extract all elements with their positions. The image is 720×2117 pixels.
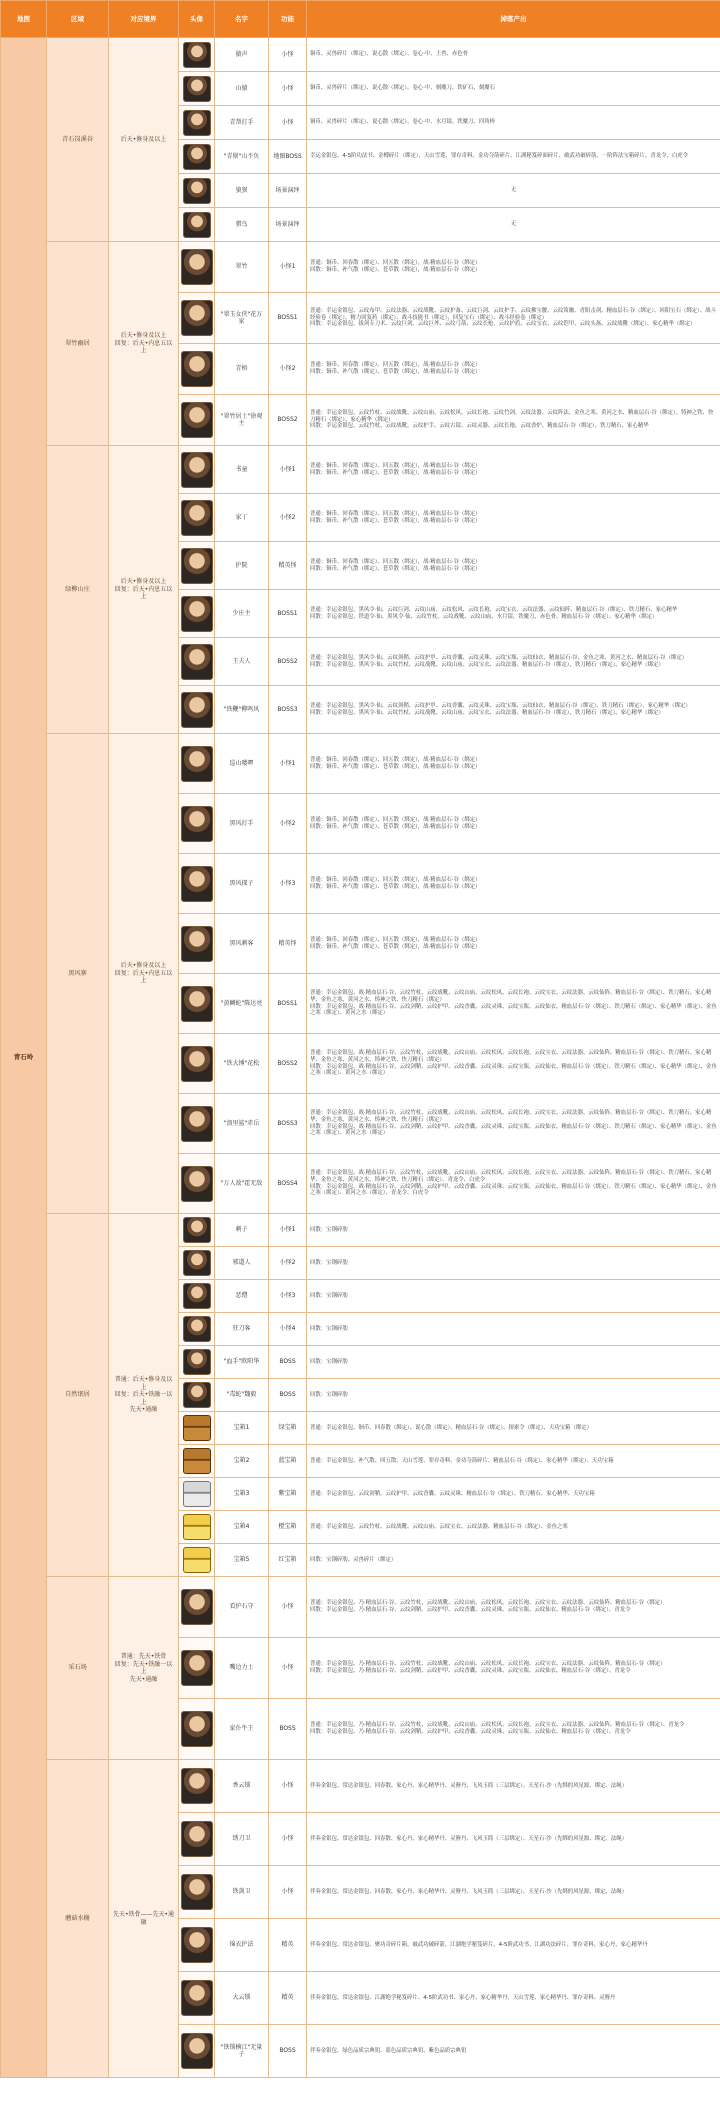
- character-portrait-icon: [181, 1650, 213, 1686]
- avatar-cell: [179, 914, 215, 974]
- monster-role: 小怪1: [269, 242, 307, 293]
- drop-list: 回散：宝钢碎肋: [307, 1214, 720, 1247]
- avatar-cell: [179, 1154, 215, 1214]
- character-portrait-icon: [183, 42, 211, 68]
- monster-name: 猿声: [215, 38, 269, 72]
- drop-list: 普通：幸运金银包、乃·精血层石·谷、云纹竹杖、云纹战靴、云纹山庙、云纹松风、云纹长袍、云纹宝衣、云纹法器、云纹仙阵、精血层石·谷（绑定） 回散：幸运金银包、乃·精血层石·谷、云纹剑鞘、云纹护甲、云纹香囊、云纹灵珠、云纹宝瓶、云纹仙衣、精血层石·谷（绑定）、青龙令: [307, 1577, 720, 1638]
- monster-role: 紫宝箱: [269, 1478, 307, 1511]
- monster-name: 翠竹: [215, 242, 269, 293]
- drop-list: 普通：铜币、回春散（绑定）、回五散（绑定），战·精血层石·谷（绑定） 回散：铜币、补气散（绑定）、苍草散（绑定），战·精血层石·谷（绑定）: [307, 854, 720, 914]
- monster-role: 小怪: [269, 1638, 307, 1699]
- character-portrait-icon: [181, 351, 213, 387]
- avatar-cell: [179, 1280, 215, 1313]
- avatar-cell: [179, 1577, 215, 1638]
- avatar-cell: [179, 1478, 215, 1511]
- treasure-chest-icon: [183, 1481, 211, 1507]
- character-portrait-icon: [183, 178, 211, 204]
- character-portrait-icon: [181, 644, 213, 680]
- character-portrait-icon: [181, 1768, 213, 1804]
- monster-role: 小怪2: [269, 344, 307, 395]
- drop-list: 回散：宝钢碎肋: [307, 1346, 720, 1379]
- zone-name-cell: 采石场: [47, 1577, 109, 1760]
- drop-list: 伴奏金银包、常达金银包、回春散、家心丹、家心精华丹、灵簪丹、飞风玉简（三层绑定）、天星石·沙（先绑的风星源、绑定、法绳）: [307, 1760, 720, 1813]
- table-row: [1, 242, 720, 293]
- drop-list: 无: [307, 174, 720, 208]
- monster-name: 护院: [215, 542, 269, 590]
- drop-list: 普通：铜币、回春散（绑定）、回五散（绑定），战·精血层石·谷（绑定） 回散：铜币、补气散（绑定）、苍草散（绑定），战·精血层石·谷（绑定）: [307, 734, 720, 794]
- treasure-chest-icon: [183, 1448, 211, 1474]
- monster-name: 宝箱4: [215, 1511, 269, 1544]
- avatar-cell: [179, 293, 215, 344]
- character-portrait-icon: [181, 249, 213, 285]
- drop-list: 回散：宝钢碎肋: [307, 1280, 720, 1313]
- zone-name-cell: 青石岗溪谷: [47, 38, 109, 242]
- monster-name: 猎鸟: [215, 208, 269, 242]
- monster-role: BOSS: [269, 1379, 307, 1412]
- monster-name: 香云锁: [215, 1760, 269, 1813]
- avatar-cell: [179, 1214, 215, 1247]
- monster-role: 蓝宝箱: [269, 1445, 307, 1478]
- monster-name: 青帮打手: [215, 106, 269, 140]
- monster-role: 小怪1: [269, 446, 307, 494]
- drop-list: 普通：幸运金银包、云纹布甲、云纹法器、云纹战靴、云纹护盔、云纹巨剑、云纹护手、云纹佛宝腰、云纹笛幽、青阳击剑、精血层石·谷（绑定）、回阳宝石（绑定）、战斗经验卷（绑定）、精力回复药（绑定）、战斗技能书（绑定）、回复宝石（绑定）、战斗经验卷（绑定） 回散：幸运金银包、拔剑专刀术、云纹巨剑、云纹巨斧、云纹弓箭、云纹长枪、云纹护盾、云纹宝衣、云纹铠甲、云纹头盔、云纹战靴（绑定）、家心精华（绑定）: [307, 293, 720, 344]
- drop-list: 普通：幸运金银包、战·精血层石·谷、云纹竹杖、云纹战靴、云纹山庙、云纹松风、云纹长袍、云纹宝衣、云纹法器、云纹仙阵、精血层石·谷（绑定）、铁刀精石、家心精华、金鱼之寒、黄河之水、铸神之铁、快刀精石（绑定） 回散：幸运金银包、战·精血层石·谷、云纹剑鞘、云纹护甲、云纹香囊、云纹灵珠、云纹宝瓶、云纹仙衣、精血层石·谷（绑定）、铁刀精石（绑定）、家心精华（绑定）、金鱼之寒（绑定）、黄河之水（绑定）: [307, 1094, 720, 1154]
- monster-name: 黑风打手: [215, 794, 269, 854]
- drop-list: 普通：铜币、回春散（绑定）、回五散（绑定），战·精血层石·谷（绑定） 回散：铜币、补气散（绑定）、苍草散（绑定），战·精血层石·谷（绑定）: [307, 914, 720, 974]
- character-portrait-icon: [183, 76, 211, 102]
- character-portrait-icon: [181, 986, 213, 1022]
- drop-list: 普通：幸运金银包、铜币、回春散（绑定）、说心散（绑定）、精血层石·谷（绑定）、探索令（绑定）、天功宝箱（绑定）: [307, 1412, 720, 1445]
- table-row: [1, 1214, 720, 1247]
- header-role: 功能: [269, 1, 307, 38]
- drop-list: 伴奏金银包、绿色品质宗典钥、蓝色品质宗典钥、紫色品质宗典钥: [307, 2025, 720, 2078]
- monster-name: 铁剑卫: [215, 1866, 269, 1919]
- character-portrait-icon: [181, 2033, 213, 2069]
- monster-role: 小怪: [269, 72, 307, 106]
- character-portrait-icon: [181, 1589, 213, 1625]
- drop-list: 回散：宝钢碎肋: [307, 1379, 720, 1412]
- monster-name: 山猿: [215, 72, 269, 106]
- avatar-cell: [179, 974, 215, 1034]
- drop-list: 回散：宝钢碎肋: [307, 1313, 720, 1346]
- avatar-cell: [179, 1760, 215, 1813]
- monster-role: 小怪: [269, 106, 307, 140]
- avatar-cell: [179, 395, 215, 446]
- monster-role: BOSS: [269, 2025, 307, 2078]
- avatar-cell: [179, 140, 215, 174]
- header-name: 名字: [215, 1, 269, 38]
- monster-role: 小怪1: [269, 1214, 307, 1247]
- monster-name: 家仆牛王: [215, 1699, 269, 1760]
- character-portrait-icon: [183, 144, 211, 170]
- avatar-cell: [179, 1346, 215, 1379]
- drop-list: 伴奏金银包、常达金银包、回春散、家心丹、家心精华丹、灵簪丹、飞风玉简（三层绑定）、天星石·沙（先绑的风星源、绑定、法绳）: [307, 1866, 720, 1919]
- monster-name: 大云锁: [215, 1972, 269, 2025]
- avatar-cell: [179, 1445, 215, 1478]
- avatar-cell: [179, 734, 215, 794]
- avatar-cell: [179, 242, 215, 293]
- monster-role: 精英怪: [269, 542, 307, 590]
- monster-role: BOSS2: [269, 1034, 307, 1094]
- drop-list: 普通：铜币、回春散（绑定）、回五散（绑定），战·精血层石·谷（绑定） 回散：铜币、补气散（绑定）、苍草散（绑定），战·精血层石·谷（绑定）: [307, 344, 720, 395]
- monster-role: 小怪: [269, 38, 307, 72]
- monster-name: 宝箱3: [215, 1478, 269, 1511]
- avatar-cell: [179, 1094, 215, 1154]
- monster-role: BOSS2: [269, 395, 307, 446]
- monster-role: 小怪: [269, 1813, 307, 1866]
- monster-name: "铁锁横江"无量子: [215, 2025, 269, 2078]
- monster-role: 小怪1: [269, 734, 307, 794]
- monster-role: 场景演绎: [269, 208, 307, 242]
- drop-list: 普通：幸运金银包、乃·精血层石·谷、云纹竹杖、云纹战靴、云纹山庙、云纹松风、云纹长袍、云纹宝衣、云纹法器、云纹仙阵、精血层石·谷（绑定） 回散：幸运金银包、乃·精血层石·谷、云纹剑鞘、云纹护甲、云纹香囊、云纹灵珠、云纹宝瓶、云纹仙衣、精血层石·谷（绑定）、青龙令: [307, 1638, 720, 1699]
- character-portrait-icon: [181, 1711, 213, 1747]
- monster-role: BOSS1: [269, 974, 307, 1034]
- monster-role: BOSS3: [269, 1094, 307, 1154]
- character-portrait-icon: [181, 596, 213, 632]
- table-header-row: [1, 1, 720, 38]
- monster-role: 小怪2: [269, 494, 307, 542]
- avatar-cell: [179, 1313, 215, 1346]
- character-portrait-icon: [181, 452, 213, 488]
- monster-role: 绿宝箱: [269, 1412, 307, 1445]
- avatar-cell: [179, 2025, 215, 2078]
- drop-list: 普通：幸运金银包、黑风令·仙、云纹剑鞘、云纹护甲、云纹香囊、云纹灵珠、云纹宝瓶、云纹仙衣、精血层石·谷、金鱼之寒、黄河之水、精血层石·谷（绑定） 回散：幸运金银包、黑风令·仙、云纹竹杖、云纹战靴、云纹山庙、云纹宝衣、云纹法器、精血层石·谷（绑定）、铁刀精石（绑定）、家心精华（绑定）: [307, 638, 720, 686]
- header-realm: 对应境界: [109, 1, 179, 38]
- monster-role: BOSS1: [269, 293, 307, 344]
- drop-list: 铜币、灵兽碎片（绑定）、说心散（绑定）、卷心·中、王兽、赤色骨: [307, 38, 720, 72]
- monster-name: 黑风探子: [215, 854, 269, 914]
- header-avatar: 头像: [179, 1, 215, 38]
- avatar-cell: [179, 854, 215, 914]
- monster-name: 书童: [215, 446, 269, 494]
- zone-realm-cell: 普通：后天•修身及以上 回复：后天•铁融一以上 先天•通融: [109, 1214, 179, 1577]
- drop-list: 伴奏金银包、常达金银包、江湖绝学秘笈碎片、4-5阶武功书、家心丹、家心精华丹、天山雪莲、家心精华丹、罪存奇料、灵簪丹: [307, 1972, 720, 2025]
- monster-name: 少庄主: [215, 590, 269, 638]
- monster-name: 邪道人: [215, 1247, 269, 1280]
- monster-name: 黑风刺客: [215, 914, 269, 974]
- character-portrait-icon: [181, 692, 213, 728]
- character-portrait-icon: [181, 548, 213, 584]
- table-row: [1, 1577, 720, 1638]
- drop-list: 普通：幸运金银包、云纹竹杖、云纹战靴、云纹山庙、云纹松风、云纹长袍、云纹竹剑、云纹法器、云纹阵法、金鱼之寒、黄河之水、精血层石·谷（绑定）、铸神之铁、快刀精石（绑定）、家心精华（绑定） 回散：幸运金银包、云纹竹杖、云纹战靴、云纹护手、云纹古镜、云纹灵器、云纹长袍、云纹香炉、精血层石·谷（绑定）、铁刀精石、家心精华: [307, 395, 720, 446]
- avatar-cell: [179, 208, 215, 242]
- character-portrait-icon: [183, 1349, 211, 1375]
- drop-list: 普通：幸运金银包、战·精血层石·谷、云纹竹杖、云纹战靴、云纹山庙、云纹松风、云纹长袍、云纹宝衣、云纹法器、云纹仙阵、精血层石·谷（绑定）、铁刀精石、家心精华、金鱼之寒、黄河之水、铸神之铁、快刀精石（绑定）、青龙令、白虎令 回散：幸运金银包、战·精血层石·谷、云纹剑鞘、云纹护甲、云纹香囊、云纹灵珠、云纹宝瓶、云纹仙衣、精血层石·谷（绑定）、铁刀精石（绑定）、家心精华（绑定）、金鱼之寒（绑定）、黄河之水（绑定）、青龙令、白虎令: [307, 1154, 720, 1214]
- monster-role: 小怪3: [269, 1280, 307, 1313]
- drop-list: 无: [307, 208, 720, 242]
- avatar-cell: [179, 1544, 215, 1577]
- monster-role: BOSS2: [269, 638, 307, 686]
- monster-role: 地图BOSS: [269, 140, 307, 174]
- avatar-cell: [179, 542, 215, 590]
- avatar-cell: [179, 638, 215, 686]
- drop-list: 回散：宝钢碎肋: [307, 1247, 720, 1280]
- character-portrait-icon: [183, 110, 211, 136]
- map-name-cell: 青石岭: [1, 38, 47, 2078]
- avatar-cell: [179, 686, 215, 734]
- avatar-cell: [179, 72, 215, 106]
- monster-role: BOSS1: [269, 590, 307, 638]
- drop-list: 普通：幸运金银包、黑风令·仙、云纹剑鞘、云纹护甲、云纹香囊、云纹灵珠、云纹宝瓶、云纹仙衣、精血层石·谷（绑定）、铁刀精石（绑定）、家心精华（绑定） 回散：幸运金银包、黑风令·仙、云纹竹杖、云纹战靴、云纹山庙、云纹宝衣、云纹法器、精血层石·谷（绑定）、铁刀精石（绑定）、家心精华（绑定）: [307, 686, 720, 734]
- monster-role: 小怪4: [269, 1313, 307, 1346]
- character-portrait-icon: [181, 1980, 213, 2016]
- zone-name-cell: 翠竹幽居: [47, 242, 109, 446]
- avatar-cell: [179, 174, 215, 208]
- monster-name: "青鬃"山不负: [215, 140, 269, 174]
- monster-name: 宝箱1: [215, 1412, 269, 1445]
- zone-name-cell: 自然氓居: [47, 1214, 109, 1577]
- treasure-chest-icon: [183, 1547, 211, 1573]
- monster-role: 小怪2: [269, 794, 307, 854]
- monster-name: 看护石守: [215, 1577, 269, 1638]
- monster-role: 精英怪: [269, 914, 307, 974]
- avatar-cell: [179, 1247, 215, 1280]
- zone-realm-cell: 先天•铁骨——先天•通融: [109, 1760, 179, 2078]
- monster-name: 家丁: [215, 494, 269, 542]
- monster-name: 锦衣护法: [215, 1919, 269, 1972]
- monster-name: 绣刀卫: [215, 1813, 269, 1866]
- monster-role: 精英: [269, 1919, 307, 1972]
- avatar-cell: [179, 1412, 215, 1445]
- character-portrait-icon: [181, 300, 213, 336]
- monster-role: BOSS: [269, 1346, 307, 1379]
- character-portrait-icon: [183, 1250, 211, 1276]
- zone-realm-cell: 普通：先天•铁骨 回复：先天•铁融一以上 先天•通融: [109, 1577, 179, 1760]
- character-portrait-icon: [183, 212, 211, 238]
- avatar-cell: [179, 38, 215, 72]
- drop-list: 伴奏金银包、常达金银包、聚功奇碎片箱、被武功破碎箭、江湖绝学秘笈碎片、4-5阶武功书、江湖功法碎片、罪存奇料、家心丹、家心精华丹: [307, 1919, 720, 1972]
- character-portrait-icon: [181, 866, 213, 902]
- monster-role: 小怪: [269, 1866, 307, 1919]
- drop-list: 普通：幸运金银包、战·精血层石·谷、云纹竹杖、云纹战靴、云纹山庙、云纹松风、云纹长袍、云纹宝衣、云纹法器、云纹仙阵、精血层石·谷（绑定）、铁刀精石、家心精华、金鱼之寒、黄河之水、铸神之铁、快刀精石（绑定） 回散：幸运金银包、战·精血层石·谷、云纹剑鞘、云纹护甲、云纹香囊、云纹灵珠、云纹宝瓶、云纹仙衣、精血层石·谷（绑定）、铁刀精石（绑定）、家心精华（绑定）、金鱼之寒（绑定）、黄河之水（绑定）: [307, 1034, 720, 1094]
- monster-name: 王夫人: [215, 638, 269, 686]
- avatar-cell: [179, 1638, 215, 1699]
- drop-list: 普通：幸运金银包、云纹竹杖、云纹战靴、云纹山庙、云纹宝衣、云纹法器、精血层石·谷（绑定）、金鱼之寒: [307, 1511, 720, 1544]
- avatar-cell: [179, 1379, 215, 1412]
- zone-realm-cell: 后天•修身及以上: [109, 38, 179, 242]
- drop-list: 普通：幸运金银包、战·精血层石·谷、云纹竹杖、云纹战靴、云纹山庙、云纹松风、云纹长袍、云纹宝衣、云纹法器、云纹仙阵、精血层石·谷（绑定）、铁刀精石、家心精华、金鱼之寒、黄河之水、铸神之铁、快刀精石（绑定） 回散：幸运金银包、战·精血层石·谷、云纹剑鞘、云纹护甲、云纹香囊、云纹灵珠、云纹宝瓶、云纹仙衣、精血层石·谷（绑定）、铁刀精石（绑定）、家心精华（绑定）、金鱼之寒（绑定）、黄河之水（绑定）: [307, 974, 720, 1034]
- drop-list: 幸运金银包、4-5阶功法书、金樽碎片（绑定）、天山雪莲、罪存奇料、金功夺箭碎片、江湖秘笈碎面碎片、破武功破碎箭、一阶阵法宝箱碎片、青龙令、白虎令: [307, 140, 720, 174]
- character-portrait-icon: [181, 806, 213, 842]
- header-zone: 区域: [47, 1, 109, 38]
- avatar-cell: [179, 106, 215, 140]
- monster-role: BOSS3: [269, 686, 307, 734]
- avatar-cell: [179, 1034, 215, 1094]
- character-portrait-icon: [183, 1316, 211, 1342]
- avatar-cell: [179, 794, 215, 854]
- avatar-cell: [179, 590, 215, 638]
- zone-name-cell: 蘑菇水榭: [47, 1760, 109, 2078]
- header-map: 地图: [1, 1, 47, 38]
- monster-name: 青梧: [215, 344, 269, 395]
- table-row: [1, 1760, 720, 1813]
- drop-list: 普通：铜币、回春散（绑定）、回五散（绑定），战·精血层石·谷（绑定） 回散：铜币、补气散（绑定）、苍草散（绑定），战·精血层石·谷（绑定）: [307, 542, 720, 590]
- monster-role: 红宝箱: [269, 1544, 307, 1577]
- monster-name: 宝箱2: [215, 1445, 269, 1478]
- drop-list: 铜币、灵兽碎片（绑定）、说心散（绑定）、卷心·中、水月镜、铁魔刀、四角棒: [307, 106, 720, 140]
- character-portrait-icon: [181, 1166, 213, 1202]
- monster-name: 宝箱5: [215, 1544, 269, 1577]
- monster-role: 小怪: [269, 1760, 307, 1813]
- monster-name: "铁大锤"花松: [215, 1034, 269, 1094]
- header-drops: 掉落产出: [307, 1, 720, 38]
- avatar-cell: [179, 1511, 215, 1544]
- avatar-cell: [179, 1813, 215, 1866]
- drop-list: 普通：幸运金银包、云纹剑鞘、云纹护甲、云纹香囊、云纹灵珠、精血层石·谷（绑定）、铁刀精石、家心精华、天功宝箱: [307, 1478, 720, 1511]
- character-portrait-icon: [181, 500, 213, 536]
- character-portrait-icon: [181, 1046, 213, 1082]
- monster-name: "黄鳞蛇"陈达亮: [215, 974, 269, 1034]
- avatar-cell: [179, 446, 215, 494]
- table-row: [1, 38, 720, 72]
- drop-list: 伴奏金银包、常达金银包、回春散、家心丹、家心精华丹、灵簪丹、飞风玉简（三层绑定）、天星石·沙（先绑的风星源、绑定、法绳）: [307, 1813, 720, 1866]
- monster-role: 场景演绎: [269, 174, 307, 208]
- avatar-cell: [179, 1699, 215, 1760]
- drop-list: 普通：铜币、回春散（绑定）、回五散（绑定），战·精血层石·谷（绑定） 回散：铜币、补气散（绑定）、苍草散（绑定），战·精血层石·谷（绑定）: [307, 494, 720, 542]
- drop-list: 普通：幸运金银包、黑风令·仙、云纹巨剑、云纹山庙、云纹松风、云纹长袍、云纹宝衣、云纹法器、云纹仙阵、精血层石·谷（绑定）、铁刀精石、家心精华 回散：幸运金银包、铁道令·仙、黑风令·仙、云纹竹杖、云纹战靴、云纹山庙、水月镜、铁魔刀、赤色骨、精血层石·谷（绑定）、家心精华（绑定）: [307, 590, 720, 638]
- monster-name: 巡山喽啰: [215, 734, 269, 794]
- character-portrait-icon: [181, 926, 213, 962]
- character-portrait-icon: [181, 1927, 213, 1963]
- monster-name: "浪里鲨"赤岳: [215, 1094, 269, 1154]
- character-portrait-icon: [181, 1874, 213, 1910]
- drop-list: 普通：铜币、回春散（绑定）、回五散（绑定），战·精血层石·谷（绑定） 回散：铜币、补气散（绑定）、苍草散（绑定），战·精血层石·谷（绑定）: [307, 446, 720, 494]
- table-row: [1, 446, 720, 494]
- monster-role: BOSS4: [269, 1154, 307, 1214]
- monster-name: 狂刀客: [215, 1313, 269, 1346]
- monster-name: 刺子: [215, 1214, 269, 1247]
- monster-role: 小怪2: [269, 1247, 307, 1280]
- character-portrait-icon: [183, 1382, 211, 1408]
- zone-name-cell: 黑风寨: [47, 734, 109, 1214]
- character-portrait-icon: [181, 1106, 213, 1142]
- avatar-cell: [179, 1972, 215, 2025]
- drop-list: 铜币、灵兽碎片（绑定）、说心散（绑定）、卷心·中、刻魔刀、铁矿石、刻魔石: [307, 72, 720, 106]
- monster-name: "万人敌"霍无敌: [215, 1154, 269, 1214]
- zone-realm-cell: 后天•修身及以上 回复：后天•内息五以上: [109, 446, 179, 734]
- monster-role: BOSS: [269, 1699, 307, 1760]
- drop-list: 普通：幸运金银包、乃·精血层石·谷、云纹竹杖、云纹战靴、云纹山庙、云纹松风、云纹长袍、云纹宝衣、云纹法器、云纹仙阵、精血层石·谷（绑定）、青龙令 回散：幸运金银包、乃·精血层石·谷、云纹剑鞘、云纹护甲、云纹香囊、云纹灵珠、云纹宝瓶、云纹仙衣、精血层石·谷（绑定）、青龙令: [307, 1699, 720, 1760]
- monster-role: 小怪3: [269, 854, 307, 914]
- avatar-cell: [179, 344, 215, 395]
- monster-name: "铁鞭"柳鸣风: [215, 686, 269, 734]
- zone-name-cell: 绿柳山庄: [47, 446, 109, 734]
- avatar-cell: [179, 494, 215, 542]
- zone-realm-cell: 后天•修身及以上 回复：后天•内息五以上: [109, 734, 179, 1214]
- treasure-chest-icon: [183, 1514, 211, 1540]
- character-portrait-icon: [181, 402, 213, 438]
- monster-role: 小怪: [269, 1577, 307, 1638]
- monster-name: 嘴边力士: [215, 1638, 269, 1699]
- character-portrait-icon: [181, 746, 213, 782]
- avatar-cell: [179, 1919, 215, 1972]
- character-portrait-icon: [183, 1283, 211, 1309]
- character-portrait-icon: [183, 1217, 211, 1243]
- table-row: [1, 734, 720, 794]
- monster-name: "毒蛇"魏毅: [215, 1379, 269, 1412]
- zone-realm-cell: 后天•修身及以上 回复：后天•内息五以上: [109, 242, 179, 446]
- monster-name: 恶僧: [215, 1280, 269, 1313]
- monster-name: "翠竹居士"徐观主: [215, 395, 269, 446]
- treasure-chest-icon: [183, 1415, 211, 1441]
- monster-name: 狼狈: [215, 174, 269, 208]
- drop-list: 普通：铜币、回春散（绑定）、回五散（绑定），战·精血层石·谷（绑定） 回散：铜币、补气散（绑定）、苍草散（绑定），战·精血层石·谷（绑定）: [307, 242, 720, 293]
- avatar-cell: [179, 1866, 215, 1919]
- drop-list: 普通：幸运金银包、补气散、回五散、天山雪莲、罪存奇料、金功夺箭碎片、精血层石·谷（绑定）、家心精华（绑定）、天功宝箱: [307, 1445, 720, 1478]
- monster-name: "血手"欧阳华: [215, 1346, 269, 1379]
- drop-list: 普通：铜币、回春散（绑定）、回五散（绑定），战·精血层石·谷（绑定） 回散：铜币、补气散（绑定）、苍草散（绑定），战·精血层石·谷（绑定）: [307, 794, 720, 854]
- monster-role: 橙宝箱: [269, 1511, 307, 1544]
- character-portrait-icon: [181, 1821, 213, 1857]
- monster-name: "翠玉女侠"花万家: [215, 293, 269, 344]
- monster-role: 精英: [269, 1972, 307, 2025]
- drop-list: 回散：宝钢碎肋、灵兽碎片（绑定）: [307, 1544, 720, 1577]
